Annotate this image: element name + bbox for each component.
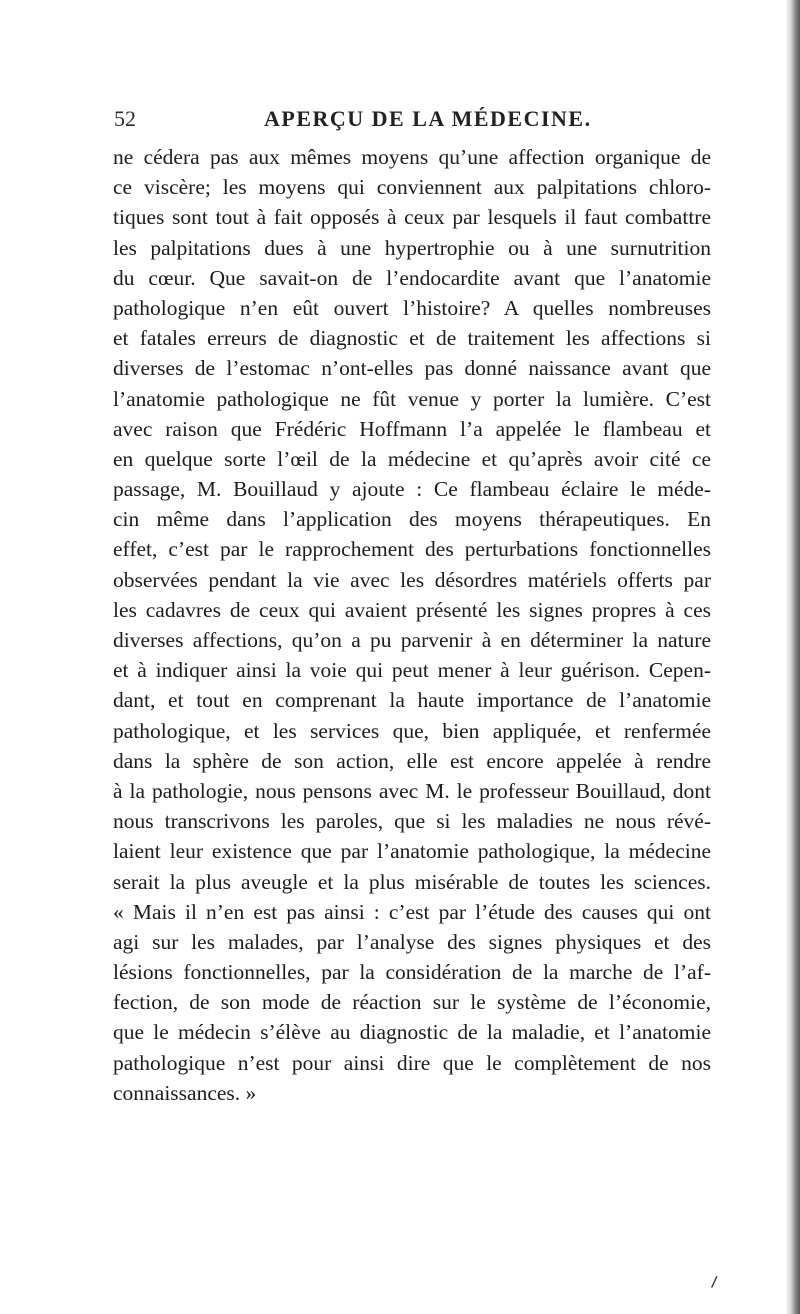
text-line: ne cédera pas aux mêmes moyens qu’une affection organique de: [113, 145, 711, 169]
text-line: à la pathologie, nous pensons avec M. le professeur Bouillaud, dont: [113, 778, 711, 803]
stray-ink-mark: ⸝: [701, 1260, 724, 1293]
text-line: ce viscère; les moyens qui conviennent aux palpitations chloro-: [113, 175, 711, 200]
text-line: et fatales erreurs de diagnostic et de traitement les affections si: [113, 326, 711, 351]
text-line: agi sur les malades, par l’analyse des signes physiques et des: [113, 929, 711, 954]
text-line: fection, de son mode de réaction sur le système de l’économie,: [113, 990, 711, 1015]
text-line: pathologique n’est pour ainsi dire que le complètement de nos: [113, 1050, 711, 1075]
text-line: dant, et tout en comprenant la haute importance de l’anatomie: [113, 688, 711, 713]
text-line: observées pendant la vie avec les désordres matériels offerts par: [113, 567, 711, 592]
text-line: serait la plus aveugle et la plus misérable de toutes les sciences.: [113, 869, 711, 894]
text-line: « Mais il n’en est pas ainsi : c’est par l’étude des causes qui ont: [113, 899, 711, 924]
text-line: l’anatomie pathologique ne fût venue y porter la lumière. C’est: [113, 386, 711, 411]
text-line: laient leur existence que par l’anatomie pathologique, la médecine: [113, 839, 711, 864]
text-line: diverses affections, qu’on a pu parvenir à en déterminer la nature: [113, 628, 711, 652]
text-line: passage, M. Bouillaud y ajoute : Ce flambeau éclaire le méde-: [113, 477, 711, 502]
text-line: les cadavres de ceux qui avaient présenté les signes propres à ces: [113, 597, 711, 622]
text-line: lésions fonctionnelles, par la considération de la marche de l’af-: [113, 960, 711, 985]
page-number: 52: [114, 106, 136, 131]
text-line: nous transcrivons les paroles, que si les maladies ne nous révé-: [113, 809, 711, 834]
page-edge-shadow: [786, 0, 800, 1314]
text-line: que le médecin s’élève au diagnostic de la maladie, et l’anatomie: [113, 1020, 711, 1045]
text-line: cin même dans l’application des moyens thérapeutiques. En: [113, 507, 711, 532]
text-line: pathologique n’en eût ouvert l’histoire? A quelles nombreuses: [113, 295, 711, 320]
body-text: [113, 142, 711, 1108]
text-line: tiques sont tout à fait opposés à ceux par lesquels il faut combattre: [113, 205, 711, 230]
text-line: pathologique, et les services que, bien appliquée, et renfermée: [113, 718, 711, 743]
text-line: dans la sphère de son action, elle est encore appelée à rendre: [113, 748, 711, 773]
text-line: diverses de l’estomac n’ont-elles pas donné naissance avant que: [113, 356, 711, 381]
text-line: effet, c’est par le rapprochement des perturbations fonctionnelles: [113, 537, 711, 562]
text-line: connaissances. »: [113, 1080, 257, 1105]
text-line: en quelque sorte l’œil de la médecine et qu’après avoir cité ce: [113, 446, 711, 471]
text-line: du cœur. Que savait-on de l’endocardite avant que l’anatomie: [113, 265, 711, 290]
text-line: avec raison que Frédéric Hoffmann l’a appelée le flambeau et: [113, 416, 711, 441]
text-line: et à indiquer ainsi la voie qui peut mener à leur guérison. Cepen-: [113, 658, 711, 683]
text-line: les palpitations dues à une hypertrophie ou à une surnutrition: [113, 235, 711, 260]
running-head: APERÇU DE LA MÉDECINE.: [264, 106, 592, 131]
